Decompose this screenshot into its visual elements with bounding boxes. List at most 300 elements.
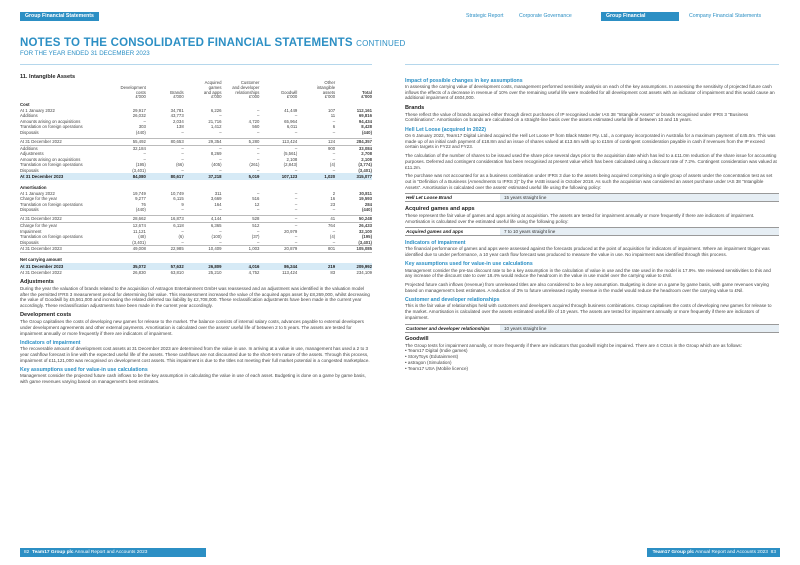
cgu-item: • StoryToys (Edutainment) (405, 354, 459, 360)
footer-right (647, 548, 780, 557)
left-notes (20, 279, 372, 385)
cell-value: – (332, 129, 336, 135)
section-text: Management consider the pre-tax discount rate to be a key assumption in the calculation of value in use and the rate used in the model is 17.9%. We reviewed sensitivities to this and any increase of the discount rate to over 18.4% would reduce the headroom in the value in use model over the carrying value to £Nil. (405, 267, 771, 279)
cell-value: – (181, 207, 184, 213)
cell-value: (195) (361, 234, 372, 240)
intangible-assets-table (20, 81, 372, 275)
life-value: 7 to 10 years straight line (500, 228, 779, 235)
cell-value: – (294, 167, 298, 173)
cell-value: (37) (251, 234, 260, 240)
table-row (20, 270, 372, 276)
cell-value: 23 (330, 201, 336, 207)
row-label: Translation on foreign operations (20, 234, 83, 240)
column-header-line: assets (322, 89, 336, 95)
column-header-line: and developer (232, 84, 260, 90)
column-header-line: Goodwill (280, 89, 298, 95)
cell-value: (195) (135, 162, 146, 168)
cell-value: 11,121 (133, 228, 146, 234)
column-header (108, 81, 146, 100)
cell-value: – (257, 228, 260, 234)
row-label: Impairment (20, 228, 42, 234)
cell-value: 22,985 (146, 246, 184, 253)
cell-value: 63,810 (170, 269, 184, 275)
footer-report-left: Annual Report and Accounts 2023 (74, 550, 148, 555)
cell-value: – (294, 239, 298, 245)
cell-value: 26,433 (358, 223, 372, 229)
cell-value: 9 (181, 201, 184, 207)
left-column (20, 74, 372, 385)
cell-value: – (294, 234, 298, 240)
cell-value: 43,773 (170, 113, 184, 119)
cell-value: 94,434 (358, 118, 372, 124)
column-header (184, 81, 222, 100)
cell-value: 37,218 (184, 173, 222, 180)
cell-value: 4,752 (248, 269, 260, 275)
cell-value: 900 (327, 145, 336, 151)
page-title (20, 37, 405, 49)
column-header-line: Development (120, 84, 146, 90)
section-text: Projected future cash inflows (revenue) from unreleased titles are also considered to be a key assumption. Budgeting is done on a game by game basis, with game revenues varying based on management's best estimates. A reduction of 3% to future unreleased royalty revenue in the model would reduce the headroom over the carrying value to £Nil. (405, 282, 769, 293)
cell-value: 164 (214, 201, 222, 207)
table-body (20, 100, 372, 275)
section-heading: Indicators of impairment (405, 239, 466, 246)
cell-value: 84,080 (108, 173, 146, 180)
cell-value: 303 (138, 124, 146, 130)
row-label: Amounts arising on acquisitions (20, 118, 81, 124)
cell-value: 5,280 (222, 138, 260, 145)
cell-value: – (181, 228, 184, 234)
cell-value: 20,979 (284, 228, 298, 234)
cell-value: 3,669 (210, 196, 222, 202)
row-label: Amounts arising on acquisitions (20, 156, 81, 162)
cell-value: 21,716 (208, 118, 222, 124)
cell-value: (440) (135, 207, 146, 213)
note-heading: 11. Intangible Assets (20, 74, 76, 80)
cell-value: – (257, 151, 260, 157)
life-label: Acquired games and apps (406, 229, 464, 235)
cell-value: (2,843) (283, 162, 298, 168)
section-text: On 6 January 2022, Team17 Digital Limited acquired the Hell Let Loose IP from Black Matter Pty. Ltd., a company incorporated in Australia for a maximum payment of £45.0m. This was made up of an initial cash payment of £18.8m and an issue of shares valued at £13.6m with up to £15m of contingent consideration payable in cash if revenues from the IP exceed certain targets in FY22 and FY23. (405, 133, 776, 150)
cell-value: – (332, 239, 336, 245)
cell-value: 8,428 (361, 124, 372, 130)
table-row (20, 173, 372, 180)
row-label: At 1 January 2022 (20, 190, 55, 196)
cell-value: – (219, 207, 222, 213)
row-label: At 31 December 2023 (20, 263, 108, 270)
section-text: The calculation of the number of shares to be issued used the share price several days prior to the acquisition date which has led to a £11.0m reduction of the share issue for accounting purposes. Deferred and contingent consideration has been recognised at present value which has been calculated using a discount rate of 7.2%. Contingent consideration was valued at £11.2m. (405, 153, 777, 170)
cgu-list (405, 348, 779, 371)
column-header-line: relationships (235, 89, 260, 95)
cell-value: 10,749 (170, 190, 184, 196)
section-tab[interactable]: Group Financial Statements (20, 12, 99, 21)
section-heading: Development costs (20, 312, 72, 319)
cell-value: 26,809 (184, 263, 222, 270)
cell-value: – (181, 145, 184, 151)
column-header-line: Acquired (204, 80, 222, 85)
cell-value: 10,409 (184, 246, 222, 253)
cell-value: – (294, 207, 298, 213)
life-label: Customer and developer relationships (406, 325, 490, 331)
section-heading: Adjustments (20, 278, 54, 285)
cell-value: 5,019 (222, 173, 260, 180)
section-heading: Impact of possible changes in key assumptions (405, 77, 523, 84)
column-header (146, 81, 184, 100)
row-label: Disposals (20, 167, 39, 173)
right-column (405, 74, 779, 371)
cell-value: 34,781 (170, 107, 184, 113)
cell-value: 124 (297, 138, 335, 145)
footer-company-right: Team17 Group plc (652, 550, 695, 555)
cell-value: – (332, 156, 336, 162)
column-header-line: Customer (240, 80, 260, 85)
nav-group-financial-statements[interactable]: Group Financial Statements (601, 12, 679, 21)
row-label: Disposals (20, 129, 39, 135)
cell-value: 16 (330, 196, 336, 202)
cell-value: 55,492 (108, 138, 146, 145)
cell-value: – (294, 196, 298, 202)
column-header-line: £'000 (173, 94, 184, 100)
cell-value: – (219, 113, 222, 119)
cgu-item: • Team17 USA (Mobile licence) (405, 365, 469, 371)
cell-value: – (219, 156, 222, 162)
cell-value: 57,632 (146, 263, 184, 270)
cell-value: 69,816 (358, 113, 372, 119)
cell-value: – (181, 167, 184, 173)
section-heading: Key assumptions used for value-in use calculations (20, 366, 148, 373)
cell-value: 4,016 (222, 263, 260, 270)
cell-value: 28,662 (108, 216, 146, 223)
cell-value: 41,449 (284, 107, 298, 113)
cell-value: – (294, 190, 298, 196)
cell-value: 50,248 (335, 216, 372, 223)
cell-value: 1,003 (222, 246, 260, 253)
cell-value: – (257, 129, 260, 135)
cell-value: (3,401) (132, 239, 146, 245)
section-text: During the year the valuation of brands related to the acquisition of Astragon Entertainment GmbH was reassessed and an adjustment was identified in the valuation model after the permitted IFRS 3 measurement period for determining fair value. This reassessment increased the value of the acquired apps asset by £8,269,000, whilst decreasing the value of Goodwill by £5,561,000 and increasing the related deferred tax liability by £2,708,000. These reclassification adjustments have been made in the current year accordingly. These reclassification adjustments have been made in the current year accordingly. (20, 285, 370, 308)
page-subtitle: FOR THE YEAR ENDED 31 DECEMBER 2023 (20, 50, 150, 57)
cell-value: – (181, 151, 184, 157)
cell-value: 6,118 (173, 223, 184, 229)
cell-value: 19,749 (132, 190, 146, 196)
cell-value: – (294, 145, 298, 151)
cell-value: 512 (252, 223, 260, 229)
section-text: This is the fair value of relationships held with customers and developers acquired through business combinations. Group capitalises the costs of developing new games for release to the market. Amortisation is calculated over the assets estimated useful life of 10 years. The assets are tested for impairment annually or more frequently if there are indicators of impairment. (405, 303, 772, 320)
row-label: Cost (20, 102, 30, 108)
column-header-line: games (208, 84, 222, 90)
row-label: At 31 December 2023 (20, 173, 108, 180)
cell-value: 32,184 (132, 145, 146, 151)
cell-value: – (332, 118, 336, 124)
cell-value: 76 (141, 201, 146, 207)
row-label: Adjustments (20, 151, 44, 157)
cell-value: – (181, 239, 184, 245)
nav-corporate-governance[interactable]: Corporate Governance (519, 13, 572, 19)
header-spacer (20, 81, 108, 100)
cell-value: (4) (329, 234, 336, 240)
column-header-line: £'000 (211, 94, 222, 100)
cell-value: 2,108 (361, 156, 372, 162)
cell-value: (3,401) (132, 167, 146, 173)
cell-value: – (332, 151, 336, 157)
cell-value: 32,100 (358, 228, 372, 234)
table-row (20, 255, 372, 263)
section-text: Management consider the projected future cash inflows to be the key assumption in calculating the value in use of each asset. Budgeting is done on a game by game basis, with game revenues varying based on management's best estimates. (20, 373, 366, 385)
cell-value: 16,873 (146, 216, 184, 223)
section-heading: Brands (405, 104, 425, 111)
row-label: Additions (20, 145, 38, 151)
column-header (222, 81, 260, 100)
row-label: Charge for the year (20, 196, 58, 202)
cell-value: 65,964 (284, 118, 298, 124)
column-header-line: and apps (203, 89, 222, 95)
cell-value: 234,109 (356, 269, 372, 275)
cell-value: (405) (211, 162, 222, 168)
cell-value: – (143, 156, 146, 162)
cell-value: – (181, 129, 184, 135)
cell-value: – (219, 239, 222, 245)
row-label: Amortisation (20, 185, 47, 191)
section-text: The Group capitalises the costs of developing new games for release to the market. The balance consists of internal salary costs, advances payable to external developers under development agreements and other external payments. Amortisation is calculated over the assets' useful life of between 2 to 5 years. The assets are tested for impairment annually or more frequently if there are indicators of impairment. (20, 319, 364, 336)
cell-value: 9,277 (135, 196, 146, 202)
column-header-line: £'000 (286, 94, 298, 100)
section-heading: Indicators of impairment (20, 339, 81, 346)
cell-value: – (257, 113, 260, 119)
cell-value: 6,011 (286, 124, 298, 130)
cell-value: 2,034 (172, 118, 184, 124)
section-text: The financial performance of games and apps were assessed against the forecasts produced at the point of acquisition for indicators of impairment. Where an impairment trigger was identified due to under performance, a 10 year cash flow forecast was produced to measure the value in use. No impairment was identified through this process. (405, 246, 770, 257)
cell-value: 528 (222, 216, 260, 223)
cell-value: (4) (329, 162, 336, 168)
cell-value: 113,424 (282, 269, 298, 275)
cell-value: (440) (361, 207, 372, 213)
cell-value: 83 (330, 269, 336, 275)
cell-value: – (294, 201, 298, 207)
cell-value: 801 (297, 246, 335, 253)
life-label: Hell Let Loose Brand (406, 195, 452, 201)
row-label: Translation on foreign operations (20, 201, 83, 207)
cell-value: 107 (327, 107, 336, 113)
row-label: Translation on foreign operations (20, 162, 83, 168)
cgu-item: • Team17 Digital (Indie games) (405, 348, 468, 354)
cell-value: – (219, 228, 222, 234)
nav-company-financial-statements[interactable]: Company Financial Statements (689, 13, 762, 19)
cell-value: 311 (214, 190, 222, 196)
column-header-line: £'000 (249, 94, 260, 100)
row-label: At 31 December 2022 (20, 216, 108, 223)
cell-value: 1,020 (297, 173, 335, 180)
cell-value: – (257, 207, 260, 213)
cell-value: 209,992 (335, 263, 372, 270)
cell-value: (66) (176, 162, 184, 168)
cell-value: – (257, 239, 260, 245)
table-row (20, 183, 372, 191)
title-main: NOTES TO THE CONSOLIDATED FINANCIAL STATEMENTS (20, 37, 353, 49)
table-row (20, 263, 372, 270)
cell-value: 112,161 (356, 107, 372, 113)
cell-value: (5,561) (283, 151, 298, 157)
cell-value: 6,115 (173, 196, 184, 202)
cell-value: – (294, 129, 298, 135)
cell-value: (100) (211, 234, 222, 240)
footer-report-right: Annual Report and Accounts 2023 (695, 550, 768, 555)
useful-life-games (405, 227, 779, 236)
cell-value: 33,084 (358, 145, 372, 151)
footer-company-left: Team17 Group plc (32, 550, 74, 555)
column-header-line: costs (135, 89, 146, 95)
cell-value: – (181, 156, 184, 162)
life-value: 15 years straight line (500, 194, 779, 201)
right-notes-bottom (405, 240, 779, 321)
cell-value: – (257, 156, 260, 162)
column-header-line: Total (362, 89, 372, 95)
column-header-line: Brands (170, 89, 184, 95)
section-text: The recoverable amount of development cost assets at 31 December 2023 are determined from the value in use. In arriving at a value in use, management has used a 2 to 3 year cashflow forecast in line with the expected useful life of the assets. These cashflows are not discounted due to the short-term nature of the assets. Through this process, impairment of £11,121,000 was recognised on development cost assets. This impairment is due to the titles not meeting their full market potential in a congested marketplace. (20, 346, 370, 363)
footer-left (20, 548, 206, 557)
row-label: Translation on foreign operations (20, 124, 83, 130)
cell-value: 26,032 (132, 113, 146, 119)
title-suffix: CONTINUED (356, 39, 406, 48)
cell-value: – (257, 190, 260, 196)
cell-value: 105,085 (335, 246, 372, 253)
cell-value: (3,774) (358, 162, 372, 168)
cell-value: – (257, 167, 260, 173)
cell-value: 29,354 (184, 138, 222, 145)
cell-value: 315,077 (335, 173, 372, 180)
cell-value: 86,244 (259, 263, 297, 270)
cell-value: – (219, 129, 222, 135)
cell-value: (6) (178, 234, 184, 240)
cell-value: – (219, 167, 222, 173)
row-label: At 1 January 2022 (20, 107, 55, 113)
cell-value: 29,917 (132, 107, 146, 113)
cell-value: 764 (327, 223, 336, 229)
row-label: At 31 December 2022 (20, 269, 62, 275)
cell-value: 20,879 (259, 246, 297, 253)
cell-value: 113,424 (259, 138, 297, 145)
life-value: 10 years straight line (500, 325, 779, 332)
cell-value: 41 (297, 216, 335, 223)
cell-value: 80,653 (146, 138, 184, 145)
column-header-line: £'000 (135, 94, 146, 100)
cgu-item: • astragon (Simulation) (405, 359, 452, 365)
cell-value: – (143, 151, 146, 157)
cell-value: (440) (135, 129, 146, 135)
cell-value: 560 (252, 124, 260, 130)
section-heading: Customer and developer relationships (405, 296, 500, 303)
cell-value: 12,674 (132, 223, 146, 229)
cell-value: 26,830 (132, 269, 146, 275)
cell-value: – (257, 145, 260, 151)
cell-value: 19,593 (358, 196, 372, 202)
nav-strategic-report[interactable]: Strategic Report (466, 13, 504, 19)
right-notes-middle (405, 206, 779, 224)
cell-value: (3,401) (358, 239, 372, 245)
cell-value: 12 (254, 201, 260, 207)
row-label: Net carrying amount (20, 257, 62, 263)
row-label: Additions (20, 113, 38, 119)
cell-value: 2,108 (286, 156, 298, 162)
cell-value: (440) (361, 129, 372, 135)
cell-value: 4,720 (248, 118, 260, 124)
cell-value: 8,269 (210, 151, 222, 157)
cell-value: (261) (249, 162, 260, 168)
table-row (20, 100, 372, 108)
cell-value: 284 (364, 201, 372, 207)
page-number-left: 82 (24, 550, 30, 555)
row-label: At 31 December 2022 (20, 138, 108, 145)
cell-value: 30,811 (359, 190, 372, 196)
column-header (297, 81, 335, 100)
section-text: These represent the fair value of games and apps arising at acquisition. The assets are tested for impairment annually or more frequently if there are indicators of impairment. Amortisation is calculated over the estimated useful life using the following policy: (405, 212, 755, 224)
cell-value: – (332, 207, 336, 213)
cell-value: – (294, 223, 298, 229)
cell-value: 2 (332, 190, 336, 196)
cell-value: 107,123 (259, 173, 297, 180)
right-notes-top (405, 78, 779, 191)
section-heading: Key assumptions used for value-in use calculations (405, 261, 533, 268)
cell-value: 4,144 (184, 216, 222, 223)
cell-value: 49,008 (108, 246, 146, 253)
column-header-line: Other (324, 80, 336, 85)
cell-value: – (219, 145, 222, 151)
cell-value: 1,412 (210, 124, 222, 130)
cell-value: – (332, 167, 336, 173)
useful-life-customer (405, 324, 779, 333)
row-label: At 31 December 2023 (20, 246, 108, 253)
cell-value: – (332, 228, 336, 234)
cell-value: (3,401) (358, 167, 372, 173)
cell-value: – (259, 216, 297, 223)
cell-value: 219 (297, 263, 335, 270)
section-heading: Acquired games and apps (405, 205, 475, 212)
cell-value: 11 (330, 113, 336, 119)
cell-value: 138 (176, 124, 184, 130)
cell-value: 6,365 (210, 223, 222, 229)
page-number-right: 83 (770, 550, 776, 555)
section-text: In assessing the carrying value of development costs, management performed sensitivity analysis on each of the key assumptions. In assessing the sensitivity of projected future cash inflows the effects of a decrease in revenue of 10% over the remaining useful life were modelled for all development cost assets with an indicator of impairment and this would cause an additional impairment of £604,000. (405, 84, 775, 101)
cell-value: (48) (138, 234, 146, 240)
row-label: Disposals (20, 207, 39, 213)
table-header (20, 81, 372, 100)
column-header-line: £'000 (324, 94, 336, 100)
cell-value: 516 (252, 196, 260, 202)
section-heading: Hell Let Loose (acquired in 2022) (405, 126, 487, 133)
cell-value: 80,617 (146, 173, 184, 180)
useful-life-hell-let-loose (405, 193, 779, 202)
section-text: The purchase was not accounted for as a business combination under IFRS 3 due to the assets being acquired comprising a single group of assets under the concentration test as set out in "Definition of a Business (Amendments to IFRS 3)" by the IASB issued in October 2018. As such the acquisition was considered an asset purchase under IAS 38 "Intangible Assets". Amortisation is calculated over the assets' estimated useful life using the following policy: (405, 173, 773, 190)
row-label: Disposals (20, 239, 39, 245)
cell-value: 2,708 (361, 151, 372, 157)
goodwill-heading: Goodwill (405, 335, 429, 342)
row-label: Charge for the year (20, 223, 58, 229)
cell-value: 6 (332, 124, 336, 130)
right-divider (405, 64, 779, 65)
cell-value: – (294, 113, 298, 119)
cell-value: 284,357 (335, 138, 372, 145)
cell-value: 25,210 (208, 269, 222, 275)
left-divider (20, 64, 372, 65)
cell-value: – (257, 107, 260, 113)
cell-value: – (143, 118, 146, 124)
goodwill-text: The Group tests for impairment annually, or more frequently if there are indicators that goodwill might be impaired. There are 4 CGUs in the Group which are as follows: (405, 342, 742, 348)
section-text: These reflect the value of brands acquired either through direct purchases of IP recognised under IAS 38 "Intangible Assets" or brands recognised under IFRS 3 "Business Combinations". Amortisation on brands are calculated on a straight-line basis over the assets estimated useful life of between 10 and 15 years. (405, 111, 749, 123)
cell-value: 35,072 (108, 263, 146, 270)
column-header (259, 81, 297, 100)
column-header-line: intangible (316, 84, 336, 90)
cell-value: 6,226 (210, 107, 222, 113)
column-header (335, 81, 372, 100)
column-header-line: £'000 (361, 94, 372, 100)
